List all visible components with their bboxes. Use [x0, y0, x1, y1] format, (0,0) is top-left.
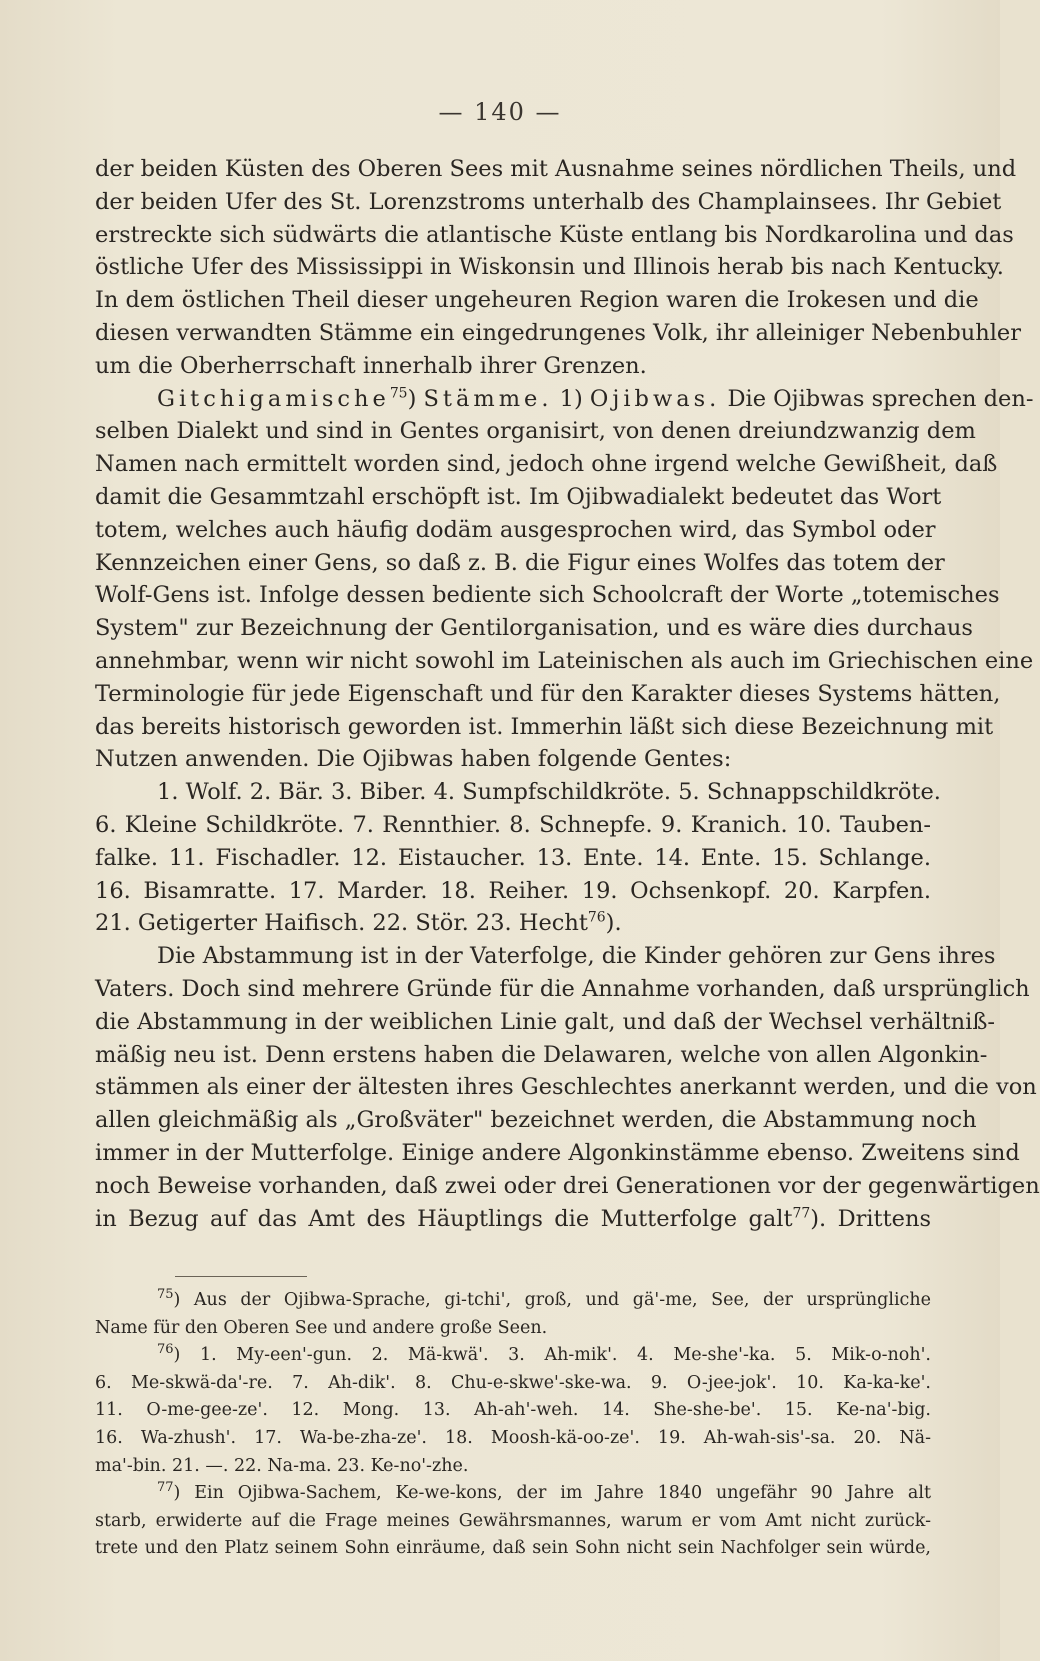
footnote-line: starb, erwiderte auf die Frage meines Gewährsmannes, warum er vom Amt nicht zurück- [95, 1510, 931, 1531]
text-line: Wolf-Gens ist. Infolge dessen bediente sich Schoolcraft der Worte „totemisches [95, 582, 1000, 609]
text-line: diesen verwandten Stämme ein eingedrungenes Volk, ihr alleiniger Nebenbuhler [95, 319, 1021, 346]
text-line: Terminologie für jede Eigenschaft und für den Karakter dieses Systems hätten, [95, 680, 1001, 707]
text-line: annehmbar, wenn wir nicht sowohl im Lateinischen als auch im Griechischen eine [95, 647, 1034, 674]
text-fragment: ). [605, 910, 622, 937]
footnote-number: 75 [157, 1287, 174, 1303]
gentes-list-line: 16. Bisamratte. 17. Marder. 18. Reiher. 19. Ochsenkopf. 20. Karpfen. [95, 877, 931, 904]
footnote-line: ma'-bin. 21. —. 22. Na-ma. 23. Ke-no'-zhe. [95, 1455, 469, 1476]
text-line: totem, welches auch häufig dodäm ausgesprochen wird, das Symbol oder [95, 516, 936, 543]
text-fragment: ). Drittens [810, 1205, 931, 1232]
gentes-list-line: falke. 11. Fischadler. 12. Eistaucher. 13. Ente. 14. Ente. 15. Schlange. [95, 844, 931, 871]
text-line: der beiden Ufer des St. Lorenzstroms unterhalb des Champlainsees. Ihr Gebiet [95, 188, 1002, 215]
footnote-line: 11. O-me-gee-ze'. 12. Mong. 13. Ah-ah'-weh. 14. She-she-be'. 15. Ke-na'-big. [95, 1400, 931, 1421]
text-fragment: ) Aus der Ojibwa-Sprache, gi-tchi', groß, und gä'-me, See, der ursprüngliche [173, 1290, 931, 1310]
text-line: Nutzen anwenden. Die Ojibwas haben folgende Gentes: [95, 746, 732, 773]
text-line: System" zur Bezeichnung der Gentilorganisation, und es wäre dies durchaus [95, 615, 973, 642]
text-line: noch Beweise vorhanden, daß zwei oder drei Generationen vor der gegenwärtigen [95, 1172, 1040, 1199]
footnote-line: 6. Me-skwä-da'-re. 7. Ah-dik'. 8. Chu-e-skwe'-ske-wa. 9. O-jee-jok'. 10. Ka-ka-ke'. [95, 1372, 931, 1393]
text-line: das bereits historisch geworden ist. Immerhin läßt sich diese Bezeichnung mit [95, 713, 994, 740]
text-line: erstreckte sich südwärts die atlantische Küste entlang bis Nordkarolina und das [95, 221, 1014, 248]
text-fragment: ) 1. My-een'-gun. 2. Mä-kwä'. 3. Ah-mik'. 4. Me-she'-ka. 5. Mik-o-noh'. [173, 1345, 931, 1366]
gentes-list-line: 1. Wolf. 2. Bär. 3. Biber. 4. Sumpfschildkröte. 5. Schnappschildkröte. [157, 779, 941, 806]
text-line: der beiden Küsten des Oberen Sees mit Ausnahme seines nördlichen Theils, und [95, 156, 1017, 182]
gentes-list-line: 6. Kleine Schildkröte. 7. Rennthier. 8. Schnepfe. 9. Kranich. 10. Tauben- [95, 811, 931, 838]
spaced-heading: Ojibwas. [589, 385, 721, 412]
text-line: Vaters. Doch sind mehrere Gründe für die Annahme vorhanden, daß ursprünglich [95, 975, 1030, 1002]
spaced-heading: Stämme. [423, 385, 553, 412]
footnote-line: Name für den Oberen See und andere große Seen. [95, 1317, 548, 1338]
text-line-heading [95, 383, 1034, 416]
text-fragment: Die Ojibwas sprechen den- [720, 385, 1034, 412]
text-line: Die Abstammung ist in der Vaterfolge, die Kinder gehören zur Gens ihres [157, 943, 996, 970]
text-line: Kennzeichen einer Gens, so daß z. B. die Figur eines Wolfes das totem der [95, 549, 945, 576]
text-line [95, 1203, 931, 1236]
footnote-line [95, 1480, 931, 1508]
text-line: Namen nach ermittelt worden sind, jedoch ohne irgend welche Gewißheit, daß [95, 451, 998, 478]
text-line: mäßig neu ist. Denn erstens haben die Delawaren, welche von allen Algonkin- [95, 1041, 988, 1068]
text-line: immer in der Mutterfolge. Einige andere Algonkinstämme ebenso. Zweitens sind [95, 1139, 1020, 1166]
footnote-line [95, 1287, 931, 1315]
footnotes [95, 1287, 931, 1563]
text-fragment: ) Ein Ojibwa-Sachem, Ke-we-kons, der im Jahre 1840 ungefähr 90 Jahre alt [173, 1483, 931, 1504]
spaced-heading: Gitchigamische [157, 385, 390, 412]
text-line: allen gleichmäßig als „Großväter" bezeichnet werden, die Abstammung noch [95, 1107, 977, 1134]
gentes-list-line [95, 907, 931, 940]
text-fragment: 21. Getigerter Haifisch. 22. Stör. 23. Hecht [95, 910, 588, 937]
text-line: In dem östlichen Theil dieser ungeheuren Region waren die Irokesen und die [95, 287, 979, 314]
footnote-number: 76 [157, 1342, 174, 1358]
page-number: — 140 — [438, 98, 562, 126]
text-fragment: ) [407, 385, 424, 412]
footnote-ref: 77 [792, 1205, 811, 1221]
text-line: um die Oberherrschaft innerhalb ihrer Grenzen. [95, 352, 647, 379]
text-line: östliche Ufer des Mississippi in Wiskonsin und Illinois herab bis nach Kentucky. [95, 254, 1004, 281]
text-line: selben Dialekt und sind in Gentes organisirt, von denen dreiundzwanzig dem [95, 418, 976, 445]
text-line: stämmen als einer der ältesten ihres Geschlechtes anerkannt werden, und die von [95, 1074, 1037, 1101]
footnote-line [95, 1342, 931, 1370]
footnote-ref: 76 [587, 909, 606, 926]
text-fragment: in Bezug auf das Amt des Häuptlings die Mutterfolge galt [95, 1205, 793, 1232]
text-line: damit die Gesammtzahl erschöpft ist. Im Ojibwadialekt bedeutet das Wort [95, 483, 942, 510]
footnote-number: 77 [157, 1480, 174, 1496]
main-text [95, 153, 1040, 1235]
footnote-line: 16. Wa-zhush'. 17. Wa-be-zha-ze'. 18. Moosh-kä-oo-ze'. 19. Ah-wah-sis'-sa. 20. Nä- [95, 1427, 931, 1448]
footnote-line: trete und den Platz seinem Sohn einräume, daß sein Sohn nicht sein Nachfolger sein würde, [95, 1538, 931, 1559]
text-line: die Abstammung in der weiblichen Linie galt, und daß der Wechsel verhältniß- [95, 1008, 995, 1035]
text-fragment: 1) [552, 385, 590, 412]
footnote-ref: 75 [389, 385, 408, 402]
footnote-divider [175, 1276, 307, 1277]
